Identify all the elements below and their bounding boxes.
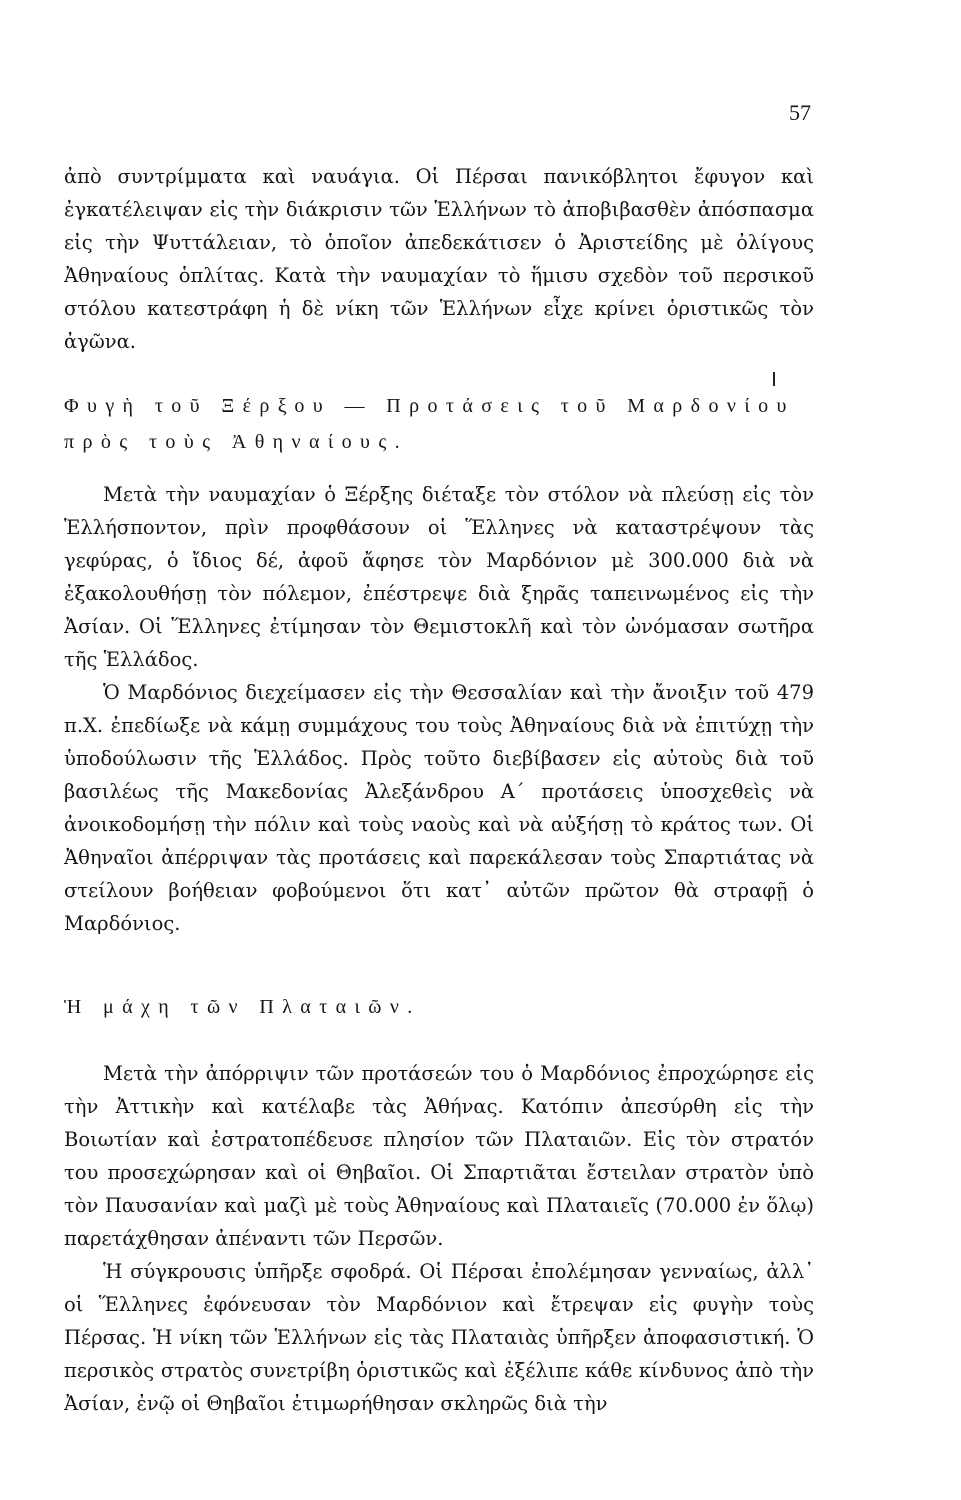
section-heading-battle-of-plataea: Ἡ μάχη τῶν Πλαταιῶν.	[64, 996, 421, 1018]
section-2-body	[64, 1057, 814, 1420]
page-number: 57	[789, 100, 811, 125]
section-1-paragraph: Μετὰ τὴν ναυμαχίαν ὁ Ξέρξης διέταξε τὸν στόλον νὰ πλεύσῃ εἰς τὸν Ἑλλήσποντον, πρὶν προφθάσουν οἱ Ἕλληνες νὰ καταστρέψουν τὰς γεφύρας, ὁ ἴδιος δέ, ἀφοῦ ἄφησε τὸν Μαρδόνιον μὲ 300.000 διὰ νὰ ἐξακολουθήσῃ τὸν πόλεμον, ἐπέστρεψε διὰ ξηρᾶς ταπεινωμένος εἰς τὴν Ἀσίαν. Οἱ Ἕλληνες ἐτίμησαν τὸν Θεμιστοκλῆ καὶ τὸν ὠνόμασαν σωτῆρα τῆς Ἑλλάδος.	[64, 483, 814, 671]
section-2-paragraph: Ἡ σύγκρουσις ὑπῆρξε σφοδρά. Οἱ Πέρσαι ἐπολέμησαν γενναίως, ἀλλ᾽ οἱ Ἕλληνες ἐφόνευσαν τὸν Μαρδόνιον καὶ ἔτρεψαν εἰς φυγὴν τοὺς Πέρσας. Ἡ νίκη τῶν Ἑλλήνων εἰς τὰς Πλαταιὰς ὑπῆρξεν ἀποφασιστική. Ὁ περσικὸς στρατὸς συνετρίβη ὁριστικῶς καὶ ἐξέλιπε κάθε κίνδυνος ἀπὸ τὴν Ἀσίαν, ἐνῷ οἱ Θηβαῖοι ἐτιμωρήθησαν σκληρῶς διὰ τὴν	[64, 1260, 814, 1415]
section-2-paragraph: Μετὰ τὴν ἀπόρριψιν τῶν προτάσεών του ὁ Μαρδόνιος ἐπροχώρησε εἰς τὴν Ἀττικὴν καὶ κατέλαβε τὰς Ἀθήνας. Κατόπιν ἀπεσύρθη εἰς τὴν Βοιωτίαν καὶ ἐστρατοπέδευσε πλησίον τῶν Πλαταιῶν. Εἰς τὸν στρατόν του προσεχώρησαν καὶ οἱ Θηβαῖοι. Οἱ Σπαρτιᾶται ἔστειλαν στρατὸν ὑπὸ τὸν Παυσανίαν καὶ μαζὶ μὲ τοὺς Ἀθηναίους καὶ Πλαταιεῖς (70.000 ἐν ὅλῳ) παρετάχθησαν ἀπέναντι τῶν Περσῶν.	[64, 1062, 814, 1250]
intro-paragraph: ἀπὸ συντρίμματα καὶ ναυάγια. Οἱ Πέρσαι πανικόβλητοι ἔφυγον καὶ ἐγκατέλειψαν εἰς τὴν διάκρισιν τῶν Ἑλλήνων τὸ ἀποβιβασθὲν ἀπόσπασμα εἰς τὴν Ψυττάλειαν, τὸ ὁποῖον ἀπεδεκάτισεν ὁ Ἀριστείδης μὲ ὀλίγους Ἀθηναίους ὁπλίτας. Κατὰ τὴν ναυμαχίαν τὸ ἥμισυ σχεδὸν τοῦ περσικοῦ στόλου κατεστράφη ἡ δὲ νίκη τῶν Ἑλλήνων εἶχε κρίνει ὁριστικῶς τὸν ἀγῶνα.	[64, 165, 814, 353]
section-1-paragraph: Ὁ Μαρδόνιος διεχείμασεν εἰς τὴν Θεσσαλίαν καὶ τὴν ἄνοιξιν τοῦ 479 π.Χ. ἐπεδίωξε νὰ κάμῃ συμμάχους του τοὺς Ἀθηναίους διὰ νὰ ἐπιτύχῃ τὴν ὑποδούλωσιν τῆς Ἑλλάδος. Πρὸς τοῦτο διεβίβασεν εἰς αὐτοὺς διὰ τοῦ βασιλέως τῆς Μακεδονίας Ἀλεξάνδρου Α΄ προτάσεις ὑποσχεθεὶς νὰ ἀνοικοδομήσῃ τὴν πόλιν καὶ τοὺς ναοὺς καὶ νὰ αὐξήσῃ τὸ κράτος των. Οἱ Ἀθηναῖοι ἀπέρριψαν τὰς προτάσεις καὶ παρεκάλεσαν τοὺς Σπαρτιάτας νὰ στείλουν βοήθειαν φοβούμενοι ὅτι κατ᾽ αὐτῶν πρῶτον θὰ στραφῇ ὁ Μαρδόνιος.	[64, 681, 814, 935]
section-1-body	[64, 478, 814, 940]
margin-mark	[773, 372, 775, 386]
section-heading-flight-of-xerxes: Φυγὴ τοῦ Ξέρξου — Προτάσεις τοῦ Μαρδονίου πρὸς τοὺς Ἀθηναίους.	[64, 395, 795, 453]
intro-paragraph-block	[64, 160, 814, 358]
